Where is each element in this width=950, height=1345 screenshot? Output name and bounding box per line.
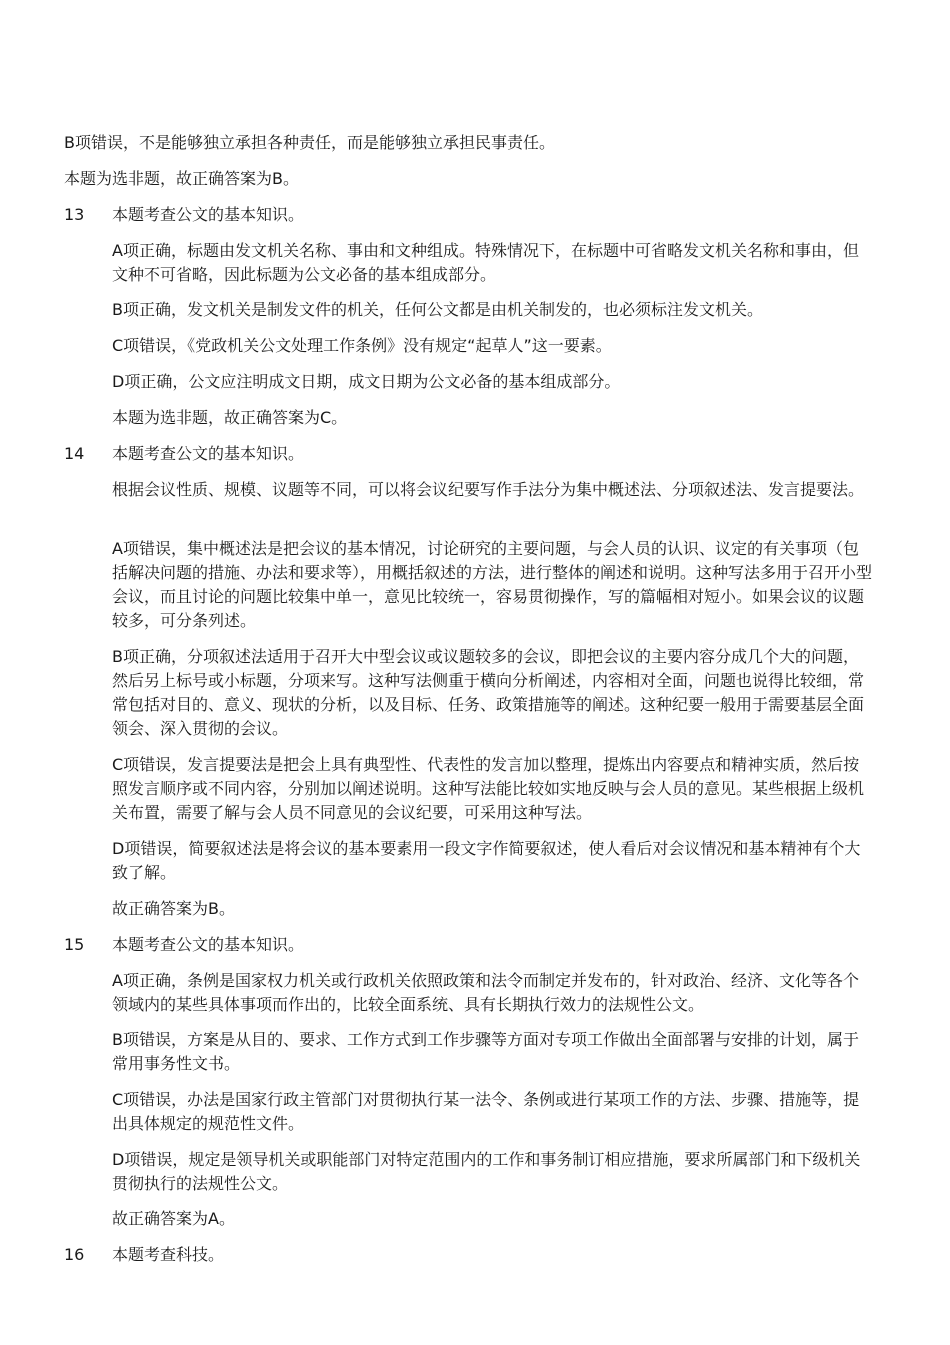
question-14-topic: 本题考查公文的基本知识。 — [112, 444, 305, 463]
question-number-15: 15 — [64, 935, 85, 954]
question-15-option-c: C项错误，办法是国家行政主管部门对贯彻执行某一法令、条例或进行某项工作的方法、步骤、措施等，提出具体规定的规范性文件。 — [112, 1090, 860, 1133]
answer-line: 本题为选非题，故正确答案为B。 — [64, 169, 299, 188]
question-13-option-a: A项正确，标题由发文机关名称、事由和文种组成。特殊情况下，在标题中可省略发文机关名称和事由，但文种不可省略，因此标题为公文必备的基本组成部分。 — [112, 241, 859, 284]
question-number-16: 16 — [64, 1245, 85, 1264]
question-14-intro: 根据会议性质、规模、议题等不同，可以将会议纪要写作手法分为集中概述法、分项叙述法、发言提要法。 — [112, 480, 865, 499]
question-number-14: 14 — [64, 444, 85, 463]
question-14-option-c: C项错误，发言提要法是把会上具有典型性、代表性的发言加以整理，提炼出内容要点和精神实质，然后按照发言顺序或不同内容，分别加以阐述说明。这种写法能比较如实地反映与会人员的意见。某些根据上级机关布置，需要了解与会人员不同意见的会议纪要，可采用这种写法。 — [112, 755, 865, 822]
question-15-option-d: D项错误，规定是领导机关或职能部门对特定范围内的工作和事务制订相应措施，要求所属部门和下级机关贯彻执行的法规性公文。 — [112, 1150, 861, 1193]
question-13-answer: 本题为选非题，故正确答案为C。 — [112, 408, 348, 427]
question-15-option-a: A项正确，条例是国家权力机关或行政机关依照政策和法令而制定并发布的，针对政治、经济、文化等各个领域内的某些具体事项而作出的，比较全面系统、具有长期执行效力的法规性公文。 — [112, 971, 859, 1014]
question-16-topic: 本题考查科技。 — [112, 1245, 225, 1264]
question-15-topic: 本题考查公文的基本知识。 — [112, 935, 305, 954]
question-14-option-a: A项错误，集中概述法是把会议的基本情况，讨论研究的主要问题，与会人员的认识、议定的有关事项（包括解决问题的措施、办法和要求等），用概括叙述的方法，进行整体的阐述和说明。这种写法多用于召开小型会议，而且讨论的问题比较集中单一，意见比较统一，容易贯彻操作，写的篇幅相对短小。如果会议的议题较多，可分条列述。 — [112, 539, 873, 630]
question-15-option-b: B项错误，方案是从目的、要求、工作方式到工作步骤等方面对专项工作做出全面部署与安排的计划，属于常用事务性文书。 — [112, 1030, 859, 1073]
question-13-option-c: C项错误，《党政机关公文处理工作条例》没有规定“起草人”这一要素。 — [112, 336, 612, 355]
option-b-explanation: B项错误，不是能够独立承担各种责任，而是能够独立承担民事责任。 — [64, 133, 555, 152]
question-14-answer: 故正确答案为B。 — [112, 899, 235, 918]
question-14-option-d: D项错误，简要叙述法是将会议的基本要素用一段文字作简要叙述，使人看后对会议情况和基本精神有个大致了解。 — [112, 839, 861, 882]
question-13-option-b: B项正确，发文机关是制发文件的机关，任何公文都是由机关制发的，也必须标注发文机关。 — [112, 300, 763, 319]
question-13-option-d: D项正确，公文应注明成文日期，成文日期为公文必备的基本组成部分。 — [112, 372, 621, 391]
question-15-answer: 故正确答案为A。 — [112, 1209, 235, 1228]
question-14-option-b: B项正确，分项叙述法适用于召开大中型会议或议题较多的会议，即把会议的主要内容分成几个大的问题，然后另上标号或小标题，分项来写。这种写法侧重于横向分析阐述，内容相对全面，问题也说得比较细，常常包括对目的、意义、现状的分析，以及目标、任务、政策措施等的阐述。这种纪要一般用于需要基层全面领会、深入贯彻的会议。 — [112, 647, 865, 738]
question-13-topic: 本题考查公文的基本知识。 — [112, 205, 305, 224]
question-number-13: 13 — [64, 205, 85, 224]
